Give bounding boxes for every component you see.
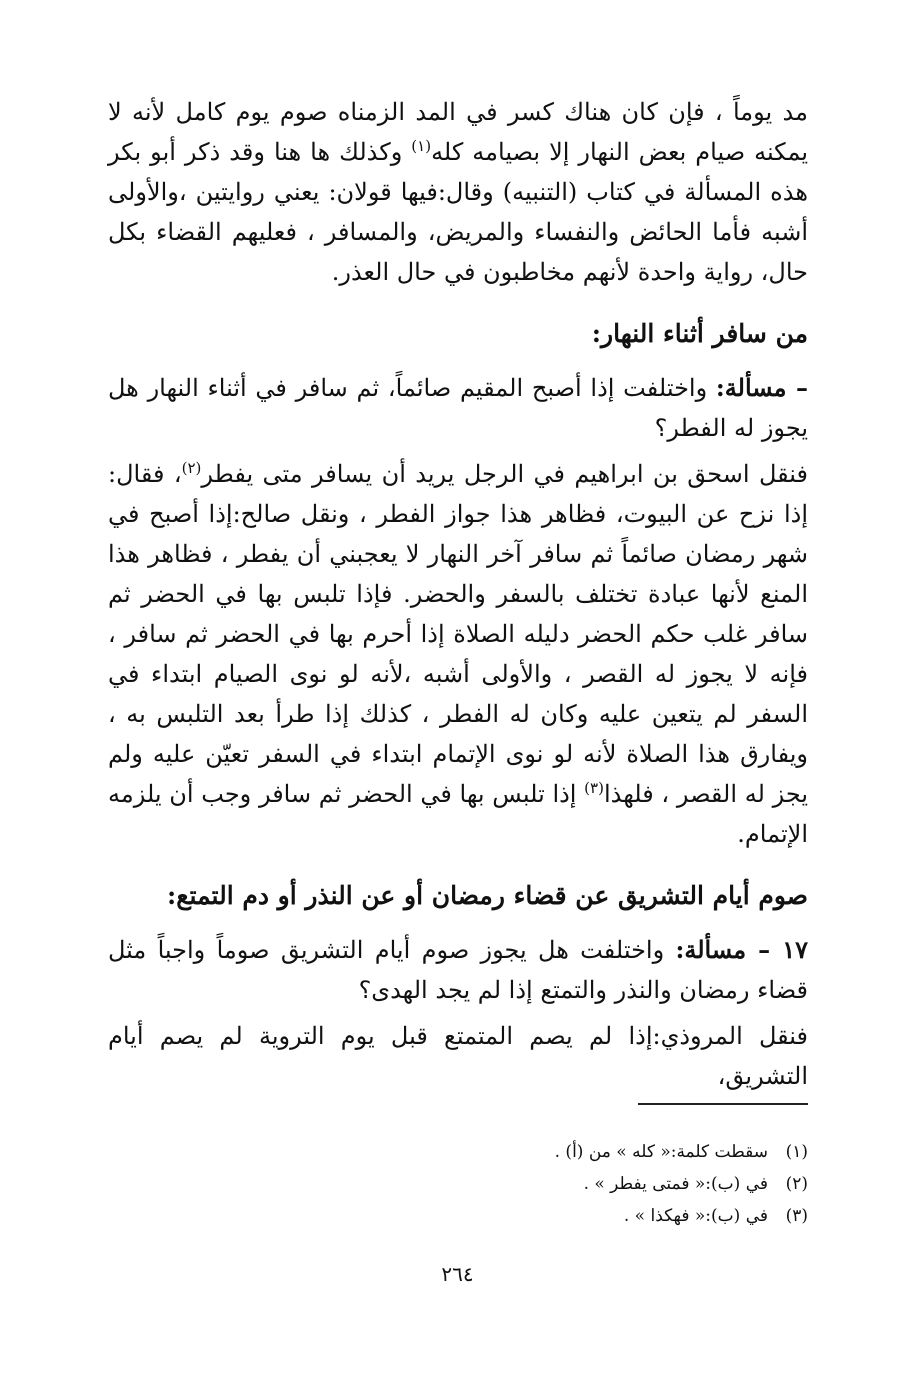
footnote-item (428, 1200, 808, 1232)
footnote-number: (٣) (785, 1206, 808, 1226)
paragraph-continuation (108, 92, 808, 292)
footnote-marker-1: (١) (411, 137, 432, 155)
footnote-text: في (ب):« فمتى يفطر » . (583, 1174, 768, 1194)
main-text-column (108, 92, 808, 1102)
paragraph-text: فنقل اسحق بن ابراهيم في الرجل يريد أن يسافر متى يفطر (201, 460, 809, 488)
answer-paragraph (108, 454, 808, 854)
footnote-marker-3: (٣) (584, 779, 604, 797)
footnote-text: سقطت كلمة:« كله » من (أ) . (554, 1142, 768, 1162)
footnotes-block (428, 1136, 808, 1232)
question-lead: ١٧ – مسألة: (675, 935, 809, 964)
footnote-number: (٢) (785, 1174, 808, 1194)
page-number: ٢٦٤ (441, 1262, 474, 1286)
footnote-divider (638, 1103, 808, 1105)
question-text: واختلفت إذا أصبح المقيم صائماً، ثم سافر في أثناء النهار هل يجوز له الفطر؟ (108, 374, 808, 442)
footnote-item (428, 1168, 808, 1200)
footnote-number: (١) (785, 1142, 808, 1162)
question-lead: – مسألة: (715, 373, 808, 402)
paragraph-text: ، فقال: إذا نزح عن البيوت، فظاهر هذا جواز الفطر ، ونقل صالح:إذا أصبح في شهر رمضان صائماً ثم سافر آخر النهار لا يعجبني أن يفطر ، فظاهر هذا المنع لأنها عبادة تختلف بالسفر والحضر. فإذا تلبس بها في الحضر ثم سافر غلب حكم الحضر دليله الصلاة إذا أحرم بها في الحضر ثم سافر ، فإنه لا يجوز له القصر ، والأولى أشبه ،لأنه لو نوى الصيام ابتداء في السفر لم يتعين عليه وكان له الفطر ، كذلك إذا طرأ بعد التلبس به ، ويفارق هذا الصلاة لأنه لو نوى الإتمام ابتداء في السفر تعيّن عليه ولم يجز له القصر ، فلهذا (108, 460, 808, 808)
question-text: واختلفت هل يجوز صوم أيام التشريق صوماً واجباً مثل قضاء رمضان والنذر والتمتع إذا لم يجد الهدى؟ (108, 936, 808, 1004)
answer-paragraph (108, 1016, 808, 1096)
paragraph-text: مد يوماً ، فإن كان هناك كسر في المد الزمناه صوم يوم كامل لأنه لا يمكنه صيام بعض النهار إلا بصيامه كله (108, 98, 808, 166)
question-paragraph (108, 930, 808, 1010)
question-paragraph (108, 368, 808, 448)
footnote-text: في (ب):« فهكذا » . (623, 1206, 768, 1226)
paragraph-text: إذا تلبس بها في الحضر ثم سافر وجب أن يلزمه الإتمام. (108, 780, 808, 848)
paragraph-text: وكذلك ها هنا وقد ذكر أبو بكر هذه المسألة في كتاب (التنبيه) وقال:فيها قولان: يعني روايتين ،والأولى أشبه فأما الحائض والنفساء والمريض، والمسافر ، فعليهم القضاء بكل حال، رواية واحدة لأنهم مخاطبون في حال العذر. (108, 138, 808, 286)
footnote-item (428, 1136, 808, 1168)
paragraph-text: فنقل المروذي:إذا لم يصم المتمتع قبل يوم التروية لم يصم أيام التشريق، (108, 1022, 808, 1090)
section-heading-travel: من سافر أثناء النهار: (591, 319, 808, 348)
footnote-marker-2: (٢) (181, 459, 202, 477)
section-heading-tashreeq: صوم أيام التشريق عن قضاء رمضان أو عن النذر أو دم التمتع: (167, 881, 808, 910)
